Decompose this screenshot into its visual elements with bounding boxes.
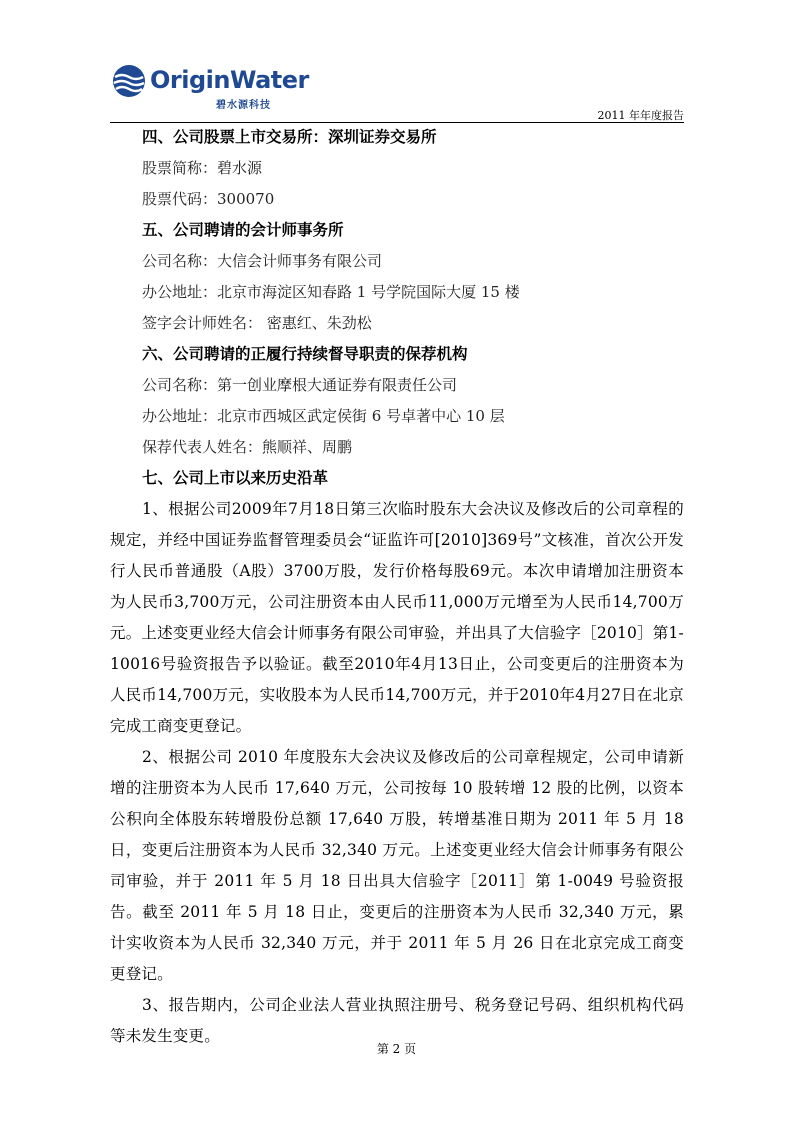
accounting-firm-name: 公司名称：大信会计师事务有限公司 <box>142 252 383 270</box>
section-heading-exchange: 四、公司股票上市交易所：深圳证券交易所 <box>142 128 437 146</box>
report-title: 2011 年年度报告 <box>597 109 684 122</box>
accounting-firm-address: 办公地址：北京市海淀区知春路 1 号学院国际大厦 15 楼 <box>142 283 520 301</box>
page-content <box>110 122 684 1052</box>
water-globe-icon <box>112 64 146 98</box>
history-paragraph-3: 3、报告期内，公司企业法人营业执照注册号、税务登记号码、组织机构代码等未发生变更。 <box>110 996 684 1045</box>
sponsor-representatives: 保荐代表人姓名：熊顺祥、周鹏 <box>142 438 353 456</box>
stock-code: 股票代码：300070 <box>142 190 275 208</box>
page-header <box>110 60 684 124</box>
sponsor-address: 办公地址：北京市西城区武定侯街 6 号卓著中心 10 层 <box>142 407 505 425</box>
section-heading-accounting-firm: 五、公司聘请的会计师事务所 <box>142 221 344 239</box>
history-paragraph-1: 1、根据公司2009年7月18日第三次临时股东大会决议及修改后的公司章程的规定，并经中国证券监督管理委员会“证监许可[2010]369号”文核准，首次公开发行人民币普通股（A股）3700万股，发行价格每股69元。本次申请增加注册资本为人民币3,700万元，公司注册资本由人民币11,000万元增至为人民币14,700万元。上述变更业经大信会计师事务有限公司审验，并出具了大信验字［2010］第1-10016号验资报告予以验证。截至2010年4月13日止，公司变更后的注册资本为人民币14,700万元，实收股本为人民币14,700万元，并于2010年4月27日在北京完成工商变更登记。 <box>110 500 684 735</box>
stock-short-name: 股票简称：碧水源 <box>142 159 263 177</box>
history-paragraph-2: 2、根据公司 2010 年度股东大会决议及修改后的公司章程规定，公司申请新增的注册资本为人民币 17,640 万元，公司按每 10 股转增 12 股的比例，以资本公积向全体股东转增股份总额 17,640 万股，转增基准日期为 2011 年 5 月 18 日，变更后注册资本为人民币 32,340 万元。上述变更业经大信会计师事务有限公司审验，并于 2011 年 5 月 18 日出具大信验字［2011］第 1-0049 号验资报告。截至 2011 年 5 月 18 日止，变更后的注册资本为人民币 32,340 万元，累计实收资本为人民币 32,340 万元，并于 2011 年 5 月 26 日在北京完成工商变更登记。 <box>110 748 684 983</box>
page-number: 第 2 页 <box>376 1042 417 1056</box>
logo-subtitle: 碧水源科技 <box>216 100 271 111</box>
originwater-logo <box>110 62 309 112</box>
accountant-names: 签字会计师姓名： 密惠红、朱劲松 <box>142 314 372 332</box>
section-heading-history: 七、公司上市以来历史沿革 <box>142 469 329 487</box>
sponsor-name: 公司名称：第一创业摩根大通证券有限责任公司 <box>142 376 458 394</box>
logo-wordmark: OriginWater <box>150 66 309 94</box>
section-heading-sponsor: 六、公司聘请的正履行持续督导职责的保荐机构 <box>142 345 468 363</box>
